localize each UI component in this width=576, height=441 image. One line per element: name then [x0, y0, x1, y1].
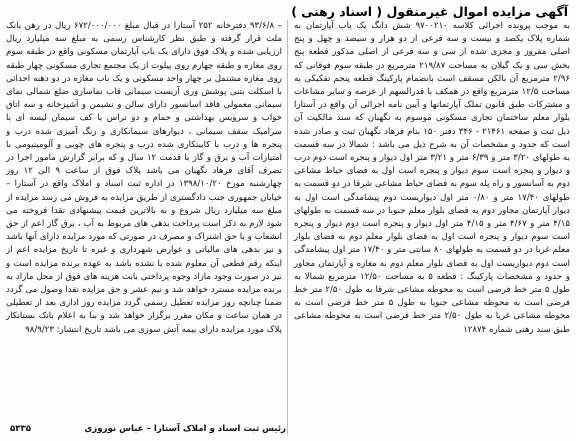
column-left-text: – ۹۳/۶/۸ دفترخانه ۲۵۲ آستارا در قبال مبلغ ۶۷۲/۰۰۰/۰۰۰ ریال در رهن بانک ملت قرار گرفته و طبق نظر کارشناس رسمی به مبلغ سه میلیارد ریال ارزیابی شده و پلاک فوق دارای یک باب آپارتمان مسکونی واقع در طبقه سوم روی مغازه و طبقه چهارم روی پیلوت از یک مجتمع تجاری مسکونی چهار طبقه روی مغازه مشتمل بر چهار واحد مسکونی و یک باب مغازه در دو دهنه احداثی با اسکلت بتنی پوشش وری آزبست سیمانی قاب نماسازی ضلع شمالی نمای سیمانی معمولی فاقد اسانسور دارای سالن و نشیمن و آشپزخانه و سه اتاق خواب و سرویس بهداشتی و حمام و دو تراس با کف سیمان لیسه ای با سرامیک سقف سیمانی ، دیوارهای سیمانکاری و رنگ آمیزی شده درب و پنجره ها و درب با کابینکاری شده درب و پنجره های چوبی و آلومینیومی با امتیازات آب و برق و گاز با قدمت ۱۲ سال و که برابر گزارش مامور اجرا در تصرف آقای فرهاد نگهبان می باشد پلاک فوق از ساعت ۹ الی ۱۲ روز چهارشنبه مورخ ۱۳۹۸/۱۰/۲۰ در اداره ثبت اسناد و املاک واقع در آستارا – خیابان جمهوری جنب دادگستری از طریق مزایده به فروش می رسد مزایده از مبلغ سه میلیارد ریال شروع و به بالاترین قیمت پیشنهادی نقدا فروخته می شود لازم به ذکر است پرداخت بدهی های مربوط به آب ، برق گاز اعم از حق انشعاب و یا حق اشتراک و مصرف در صورتی که مورد مزایده دارای آنها باشد و نیز بدهی های مالیاتی و عوارض شهرداری و غیره تا تاریخ مزایده اعم از اینکه رقم قطعی آن معلوم شده یا نشده باشد به عهده برنده مزایده است و نیز در صورت وجود مازاد وجوه پرداختی بابت هزینه های فوق از محل مازاد به برنده مزایده مسترد خواهد شد و نیم عشر و حق مزایده نقدا وصول می گردد ضمنا چنانچه روز مزایده تعطیل رسمی گردد مزایده روز اداری بعد از تعطیلی در همان ساعت و مکان مقرر برگزار خواهد شد و بنا به اعلام بانک بستانکار پلاک مورد مزایده دارای بیمه آتش سوزی می باشد تاریخ انتشار: ۹۸/۹/۲۳ — [6, 21, 283, 335]
signature-line — [6, 423, 288, 437]
notice-title: آگهی مزایده اموال غیرمنقول ( اسناد رهنی ) — [291, 4, 568, 19]
signature-text: رئیس ثبت اسناد و املاک آستارا – عباس نوروزی — [84, 424, 286, 435]
title-row — [6, 3, 568, 19]
notice-body — [6, 20, 570, 437]
text-column-left — [6, 20, 288, 437]
column-right-text: به موجب پرونده اجرائی کلاسه ۹۷۰۰۲۱۰ شش دانگ یک باب آپارتمان به شماره پلاک یکصد و بیست و سه فرعی از دو هزار و سیصد و چهل و پنج اصلی مفروز و مجزی شده از سی و سه فرعی از اصلی مذکور قطعه پنج بخش سی و یک گیلان به مساحت ۲۱۹/۸۷ مترمربع در طبقه سوم فوقانی که ۲/۹۶ مترمربع آن بالکن مسقف است بانضمام پارکینگ قطعه پنجم تفکیکی به مساحت ۱۲/۵ مترمربع واقع در همکف با قدرالسهم از عرصه و سایر مشاعات و مشترکات طبق قانون تملک آپارتمانها و آیین نامه اجرائی آن واقع در آستارا بلوار معلم ساختمان تجاری مسکونی موسوم به نگهبان که سند مالکیت آن ذیل ثبت و صفحه ۲۱۴۶۱ - ۳۴۶ دفتر ۱۵۰ بنام فرهاد نگهبان ثبت و صادر شده است که حدود و مشخصات آن به شرح ذیل می باشد : شمالا در سه قسمت به طولهای ۳/۲۰ متر و ۶/۳۹ متر و ۳/۲۱ متر اول دیوار و پنجره است دوم درب و دیوار و پنجره است سوم دیوار و پنجره است اول به فضای حیاط مشاعی دوم به آسانسور و راه پله سوم به فضای حیاط مشاعی شرقا در دو قسمت به طولهای ۱۷/۴۰ متر و ۰/۸۰ متر اول دیواریست دوم پیشامدگی است اول به دیوار آپارتمان مجاور دوم به فضای بلوار معلم جنوبا در سه قسمت به طولهای ۴/۱۵ متر و ۴/۶۷ متر و ۴/۱۵ متر اول دیوار و پنجره است دوم دیوار و پنجره است سوم دیوار و پنجره است اول به فضای بلوار معلم دوم به فضای بلوار معلم غربا در دو قسمت به طولهای ۸۰ سانتی متر و ۱۷/۴۰ متر اول پیشامدگی است دوم دیواریست اول به فضای بلوار معلم دوم به مغازه و آپارتمان مجاور و حدود و مشخصات پارکینگ : قطعه ۵ به مساحت ۱۲/۵۰ مترمربع شمالا به طول ۵ متر خط فرضی است به محوطه مشاعی شرقا به طول ۲/۵۰ متر خط فرضی است به محوطه مشاعی جنوبا به طول ۵ متر خط فرضی است به محوطه مشاعی غربا به طول ۲/۵۰ متر خط فرضی است به محوطه مشاعی طبق سند رهنی شماره ۱۲۸۷۴ — [294, 21, 570, 335]
column-divider — [287, 20, 288, 435]
notice-number: ۵۳۳۵ — [10, 424, 31, 435]
text-column-right — [288, 20, 570, 437]
